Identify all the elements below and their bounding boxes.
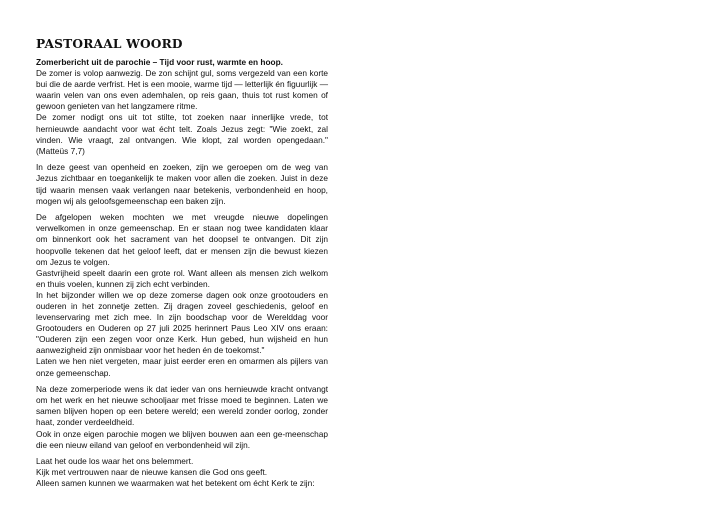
article-subtitle: Zomerbericht uit de parochie – Tijd voor rust, warmte en hoop.	[36, 57, 283, 67]
paragraph-3: In deze geest van openheid en zoeken, zijn we geroepen om de weg van Jezus zichtbaar en toegankelijk te maken voor allen die zoeken. Juist in deze tijd waarin mensen vaak verlangen naar betekenis, verbondenheid en hoop, mogen wij als geloofsgemeenschap een baken zijn.	[36, 162, 328, 206]
paragraph-5: Gastvrijheid speelt daarin een grote rol. Want alleen als mensen zich welkom en thuis voelen, kunnen zij zich echt verbinden.	[36, 267, 328, 289]
paragraph-6: In het bijzonder willen we op deze zomerse dagen ook onze grootouders en ouderen in het zonnetje zetten. Zij dragen zoveel geschiedenis, geloof en levenservaring met zich mee. In zijn boodschap voor de Werelddag voor Grootouders en Ouderen op 27 juli 2025 herinnert Paus Leo XIV ons eraan: "Ouderen zijn een zegen voor onze Kerk. Hun gebed, hun wijsheid en hun aanwezigheid zijn onmisbaar voor het heden én de toekomst."	[36, 289, 328, 356]
paragraph-2: De zomer nodigt ons uit tot stilte, tot zoeken naar innerlijke vrede, tot hernieuwde aandacht voor wat écht telt. Zoals Jezus zegt: "Wie zoekt, zal vinden. Wie vraagt, zal ontvangen. Wie klopt, zal worden opengedaan." (Matteüs 7,7)	[36, 112, 328, 156]
article-column	[36, 37, 328, 489]
closing-line-3: Alleen samen kunnen we waarmaken wat het betekent om écht Kerk te zijn:	[36, 478, 315, 489]
paragraph-8: Na deze zomerperiode wens ik dat ieder van ons hernieuwde kracht ontvangt om het werk en het nieuwe schooljaar met frisse moed te beginnen. Laten we samen blijven hopen op een betere wereld; een wereld zonder oorlog, zonder haat, zonder verdeeldheid.	[36, 384, 328, 428]
article-title: PASTORAAL WOORD	[36, 37, 183, 51]
closing-line-2: Kijk met vertrouwen naar de nieuwe kansen die God ons geeft.	[36, 467, 268, 478]
paragraph-9: Ook in onze eigen parochie mogen we blijven bouwen aan een ge-meenschap die een nieuw eiland van geloof en verbondenheid wil zijn.	[36, 428, 328, 450]
paragraph-7: Laten we hen niet vergeten, maar juist eerder eren en omarmen als pijlers van onze gemeenschap.	[36, 356, 328, 378]
closing-line-1: Laat het oude los waar het ons belemmert.	[36, 456, 194, 467]
paragraph-4: De afgelopen weken mochten we met vreugde nieuwe dopelingen verwelkomen in onze gemeenschap. En er staan nog twee kandidaten klaar om binnenkort ook het sacrament van het doopsel te ontvangen. Dit zijn hoopvolle tekenen dat het geloof leeft, dat er mensen zijn die bewust kiezen om Jezus te volgen.	[36, 212, 328, 267]
paragraph-1: De zomer is volop aanwezig. De zon schijnt gul, soms vergezeld van een korte bui die de aarde verfrist. Het is een mooie, warme tijd — letterlijk én figuurlijk — waarin velen van ons even ademhalen, op reis gaan, thuis tot rust komen of gewoon genieten van het langzamere ritme.	[36, 68, 328, 112]
